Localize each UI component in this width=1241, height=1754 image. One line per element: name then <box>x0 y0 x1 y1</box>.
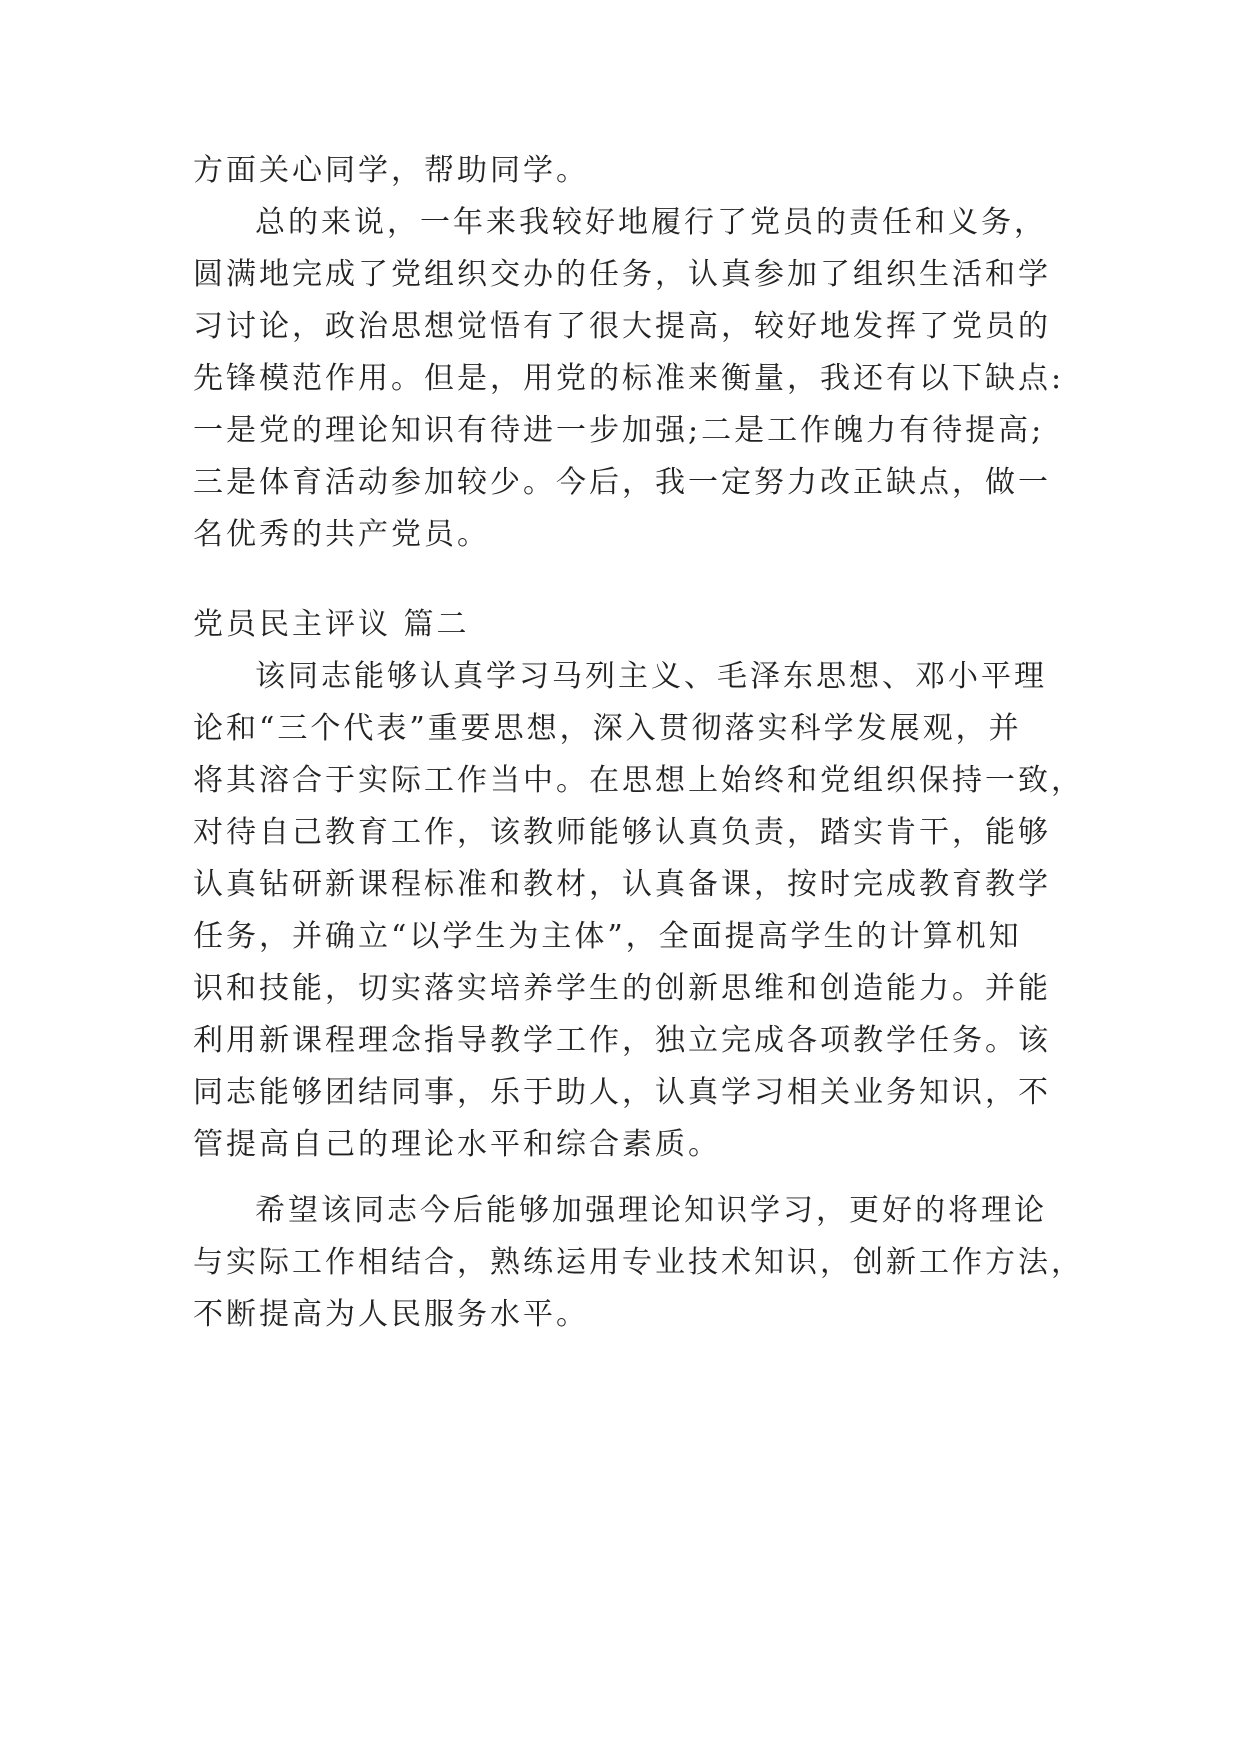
text-line: 先锋模范作用。但是，用党的标准来衡量，我还有以下缺点: <box>193 361 1065 396</box>
text-line: 与实际工作相结合，熟练运用专业技术知识，创新工作方法， <box>193 1245 1084 1280</box>
text-line: 同志能够团结同事，乐于助人，认真学习相关业务知识，不 <box>193 1075 1051 1110</box>
text-line: 利用新课程理念指导教学工作，独立完成各项教学任务。该 <box>193 1023 1051 1058</box>
text-line: 论和“三个代表”重要思想，深入贯彻落实科学发展观，并 <box>193 711 1022 746</box>
section-gap <box>193 561 1059 599</box>
text-line: 方面关心同学，帮助同学。 <box>193 153 589 188</box>
text-line: 三是体育活动参加较少。今后，我一定努力改正缺点，做一 <box>193 465 1051 500</box>
section-heading: 党员民主评议 篇二 <box>193 607 470 642</box>
text-line: 习讨论，政治思想觉悟有了很大提高，较好地发挥了党员的 <box>193 309 1051 344</box>
text-line: 不断提高为人民服务水平。 <box>193 1297 589 1332</box>
paragraph-expectation <box>193 1185 1084 1341</box>
text-line: 名优秀的共产党员。 <box>193 517 490 552</box>
text-line: 任务，并确立“以学生为主体”，全面提高学生的计算机知 <box>193 919 1022 954</box>
text-line: 管提高自己的理论水平和综合素质。 <box>193 1127 721 1162</box>
text-line: 一是党的理论知识有待进一步加强;二是工作魄力有待提高; <box>193 413 1045 448</box>
paragraph-evaluation <box>193 651 1084 1171</box>
text-line: 识和技能，切实落实培养学生的创新思维和创造能力。并能 <box>193 971 1051 1006</box>
document-body <box>193 145 1084 1341</box>
paragraph-summary <box>193 197 1065 561</box>
text-line: 认真钻研新课程标准和教材，认真备课，按时完成教育教学 <box>193 867 1051 902</box>
text-line: 该同志能够认真学习马列主义、毛泽东思想、邓小平理 <box>255 659 1047 694</box>
text-line: 总的来说，一年来我较好地履行了党员的责任和义务， <box>255 205 1047 240</box>
text-line: 对待自己教育工作，该教师能够认真负责，踏实肯干，能够 <box>193 815 1051 850</box>
text-line: 将其溶合于实际工作当中。在思想上始终和党组织保持一致， <box>193 763 1084 798</box>
text-line: 圆满地完成了党组织交办的任务，认真参加了组织生活和学 <box>193 257 1051 292</box>
text-line: 希望该同志今后能够加强理论知识学习，更好的将理论 <box>255 1193 1047 1228</box>
paragraph-continuation <box>193 145 1059 197</box>
